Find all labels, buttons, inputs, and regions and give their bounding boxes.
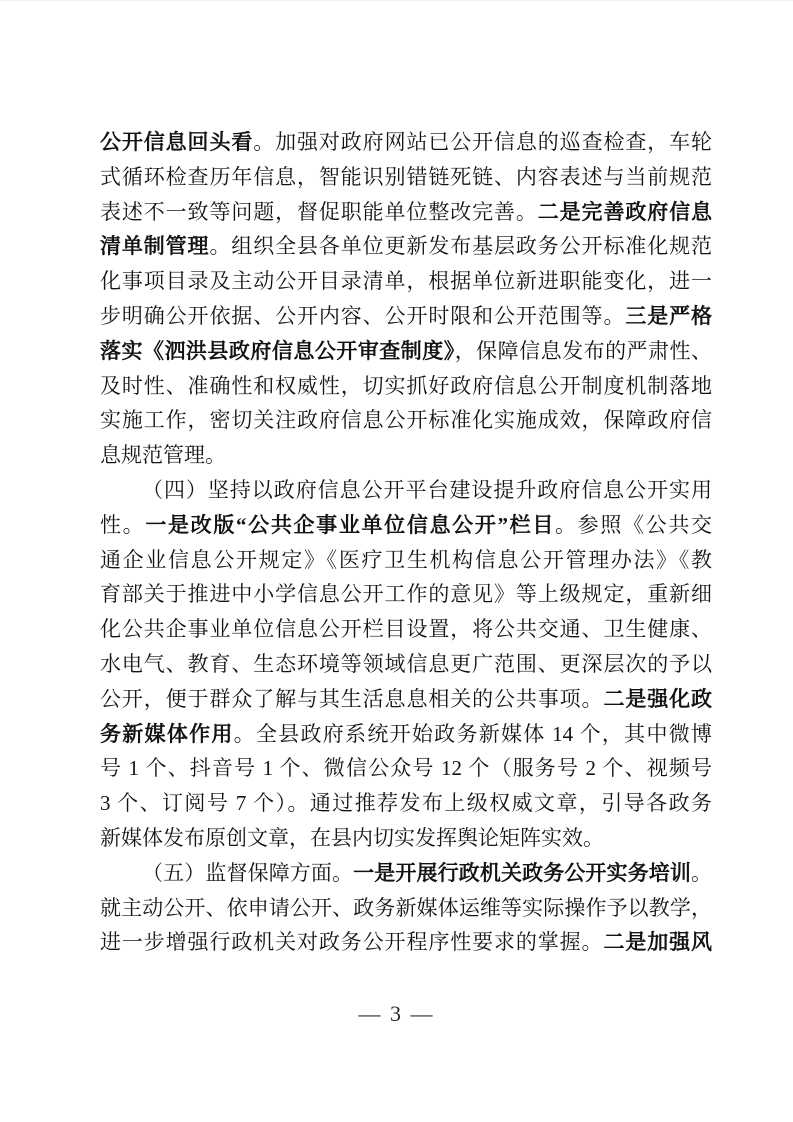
text-line <box>100 264 712 299</box>
text-line <box>100 473 712 508</box>
text-line <box>100 299 712 334</box>
text-line <box>100 160 712 195</box>
text-run: 表述不一致等问题，督促职能单位整改完善。 <box>100 199 538 224</box>
text-run: 进一步增强行政机关对政务公开程序性要求的掌握。 <box>100 930 604 955</box>
text-line <box>100 786 712 821</box>
text-run: ，保障信息发布的严肃性、 <box>454 338 713 363</box>
text-run: 化公共企事业单位信息公开栏目设置，将公共交通、卫生健康、 <box>100 617 712 642</box>
text-line <box>100 682 712 717</box>
document-body <box>100 125 712 960</box>
text-line <box>100 612 712 647</box>
text-line <box>100 403 712 438</box>
text-line <box>100 717 712 752</box>
text-run: 公开，便于群众了解与其生活息息相关的公共事项。 <box>100 686 604 711</box>
text-run: 。 <box>691 860 713 885</box>
text-run: 。组织全县各单位更新发布基层政务公开标准化规范 <box>209 234 713 259</box>
bold-text-run: 公开信息回头看 <box>100 130 254 154</box>
bold-text-run: 清单制管理 <box>100 234 210 259</box>
text-line <box>100 821 712 856</box>
text-run: 水电气、教育、生态环境等领域信息更广范围、更深层次的予以 <box>100 651 712 676</box>
bold-text-run: 二是完善政府信息 <box>537 199 713 224</box>
text-run: 新媒体发布原创文章，在县内切实发挥舆论矩阵实效。 <box>100 825 604 850</box>
bold-text-run: 二是加强风 <box>603 930 713 955</box>
text-run: 。加强对政府网站已公开信息的巡查检查，车轮 <box>253 130 713 154</box>
bold-text-run: 一是改版“公共企事业单位信息公开”栏目 <box>145 512 556 537</box>
bold-text-run: 一是开展行政机关政务公开实务培训 <box>353 860 692 885</box>
text-run: （五）监督保障方面。 <box>142 860 354 885</box>
text-run: 。全县政府系统开始政务新媒体 14 个，其中微博 <box>233 721 713 746</box>
text-line <box>100 195 712 230</box>
text-run: 步明确公开依据、公开内容、公开时限和公开范围等。 <box>100 303 626 328</box>
bold-text-run: 务新媒体作用 <box>100 721 234 746</box>
text-line <box>100 543 712 578</box>
text-line <box>100 751 712 786</box>
text-line <box>100 856 712 891</box>
text-run: 及时性、准确性和权威性，切实抓好政府信息公开制度机制落地 <box>100 373 712 398</box>
text-line <box>100 925 712 960</box>
text-run: 育部关于推进中小学信息公开工作的意见》等上级规定，重新细 <box>100 582 712 607</box>
bold-text-run: 三是严格 <box>625 303 713 328</box>
text-line <box>100 229 712 264</box>
text-line <box>100 891 712 926</box>
page-number: — 3 — <box>358 1001 435 1026</box>
text-line <box>100 125 712 160</box>
bold-text-run: 二是强化政 <box>603 686 713 711</box>
text-line <box>100 369 712 404</box>
text-run: 化事项目录及主动公开目录清单，根据单位新进职能变化，进一 <box>100 269 712 294</box>
text-run: 通企业信息公开规定》《医疗卫生机构信息公开管理办法》《教 <box>100 547 712 572</box>
text-run: 。参照《公共交 <box>555 512 713 537</box>
text-run: 实施工作，密切关注政府信息公开标准化实施成效，保障政府信 <box>100 408 712 433</box>
bold-text-run: 落实《泗洪县政府信息公开审查制度》 <box>100 338 455 363</box>
text-line <box>100 334 712 369</box>
text-run: 息规范管理。 <box>100 443 226 468</box>
text-run: 性。 <box>100 512 146 537</box>
text-run: 号 1 个、抖音号 1 个、微信公众号 12 个（服务号 2 个、视频号 <box>100 756 712 781</box>
text-line <box>100 647 712 682</box>
text-run: 式循环检查历年信息，智能识别错链死链、内容表述与当前规范 <box>100 164 712 189</box>
text-run: 就主动公开、依申请公开、政务新媒体运维等实际操作予以教学， <box>100 895 712 920</box>
text-run: 3 个、订阅号 7 个）。通过推荐发布上级权威文章，引导各政务 <box>100 791 712 816</box>
text-line <box>100 508 712 543</box>
text-run: （四）坚持以政府信息公开平台建设提升政府信息公开实用 <box>142 477 712 502</box>
text-line <box>100 577 712 612</box>
text-line <box>100 438 712 473</box>
